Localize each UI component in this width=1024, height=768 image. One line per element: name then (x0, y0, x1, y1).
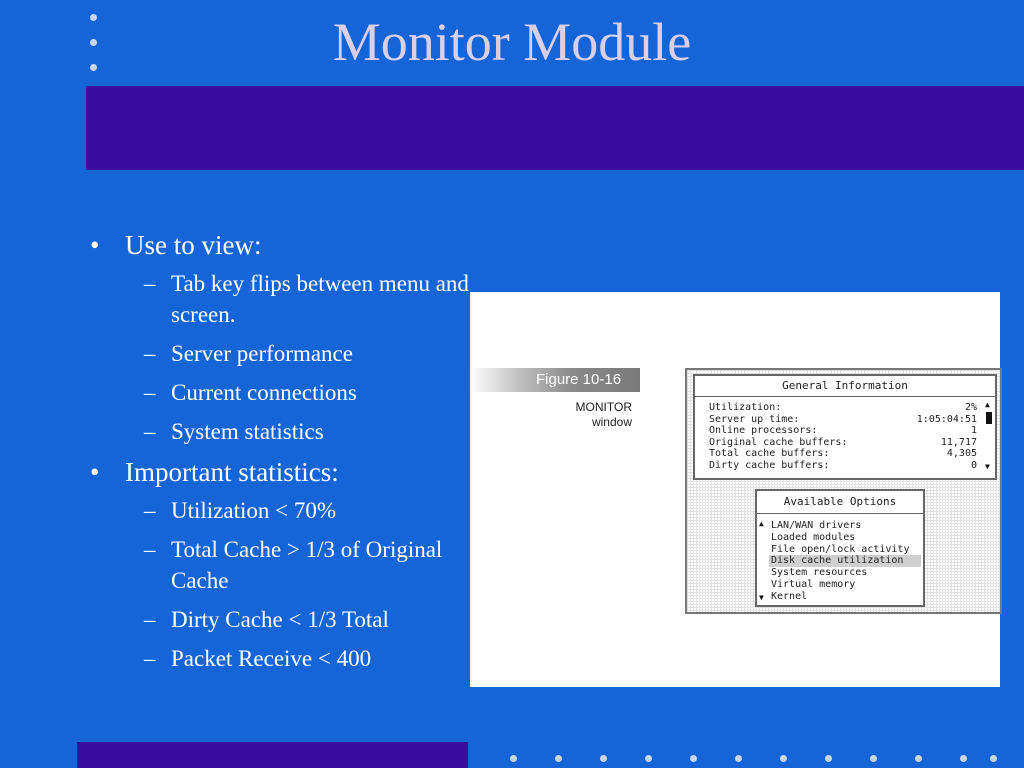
option-item: File open/lock activity (771, 543, 910, 555)
decor-dot (555, 755, 562, 762)
info-label: Dirty cache buffers: (709, 459, 830, 471)
info-row (709, 448, 977, 460)
sub-bullet-item (90, 416, 470, 447)
general-information-panel (693, 374, 997, 480)
sub-bullet-text: Total Cache > 1/3 of Original Cache (171, 537, 443, 593)
figure-label: Figure 10-16 (536, 371, 622, 388)
option-item: Virtual memory (771, 578, 856, 590)
bottom-bar (77, 742, 468, 768)
info-value: 1 (970, 425, 977, 436)
info-label: Online processors: (709, 425, 818, 436)
sub-bullet-item (90, 604, 470, 635)
sub-bullet-text: Dirty Cache < 1/3 Total (171, 607, 389, 632)
general-information-rows (709, 402, 977, 471)
info-value: 0 (970, 459, 977, 471)
dash-icon: – (144, 498, 156, 523)
info-label: Utilization: (709, 402, 782, 413)
sub-bullet-item (90, 338, 470, 369)
scroll-down-icon: ▼ (759, 593, 764, 602)
dash-icon: – (144, 646, 156, 671)
sub-bullet-item (90, 495, 470, 526)
bullet-list (90, 228, 470, 682)
bullet-item (90, 228, 470, 262)
dash-icon: – (144, 537, 156, 562)
bullet-icon: • (90, 457, 100, 487)
figure-caption-line: MONITOR (575, 400, 632, 414)
bullet-text: Use to view: (125, 230, 262, 260)
info-row (709, 402, 977, 414)
decor-dot (960, 755, 967, 762)
sub-bullet-item (90, 268, 470, 330)
sub-bullet-text: System statistics (171, 419, 324, 444)
figure-caption-line: window (591, 415, 632, 429)
info-row (709, 425, 977, 437)
available-options-panel (755, 489, 925, 607)
scroll-up-icon: ▲ (759, 519, 764, 528)
decor-dot (600, 755, 607, 762)
sub-bullet-item (90, 534, 470, 596)
options-list (769, 520, 921, 603)
info-row (709, 460, 977, 472)
title-bar (86, 86, 1024, 170)
scroll-down-icon: ▼ (985, 462, 990, 471)
bullet-item (90, 455, 470, 489)
dash-icon: – (144, 380, 156, 405)
dash-icon: – (144, 341, 156, 366)
bullet-text: Important statistics: (125, 457, 339, 487)
figure-caption (550, 400, 632, 430)
decor-dot (870, 755, 877, 762)
figure-image (470, 292, 1000, 687)
info-scrollbar (985, 400, 993, 472)
info-label: Original cache buffers: (709, 436, 848, 448)
info-value: 1:05:04:51 (916, 413, 977, 425)
info-value: 2% (964, 402, 977, 413)
decor-dot (915, 755, 922, 762)
option-item-selected: Disk cache utilization (769, 555, 921, 567)
bullet-icon: • (90, 230, 100, 260)
sub-bullet-text: Packet Receive < 400 (171, 646, 372, 671)
info-label: Server up time: (709, 413, 800, 425)
decor-dot (510, 755, 517, 762)
figure-label-bar (470, 368, 640, 392)
info-row (709, 414, 977, 426)
option-item: LAN/WAN drivers (771, 520, 862, 531)
sub-bullet-item (90, 377, 470, 408)
decor-dot (735, 755, 742, 762)
decor-dot (780, 755, 787, 762)
info-value: 4,305 (946, 448, 977, 459)
sub-bullet-text: Server performance (171, 341, 353, 366)
sub-bullet-item (90, 643, 470, 674)
info-value: 11,717 (940, 436, 977, 448)
option-item: Loaded modules (771, 531, 856, 543)
general-information-title: General Information (695, 376, 995, 397)
slide-title: Monitor Module (332, 12, 692, 72)
decor-dot (690, 755, 697, 762)
scroll-thumb (986, 412, 992, 424)
sub-bullet-text: Utilization < 70% (171, 498, 336, 523)
dash-icon: – (144, 419, 156, 444)
decor-dot (645, 755, 652, 762)
option-item: System resources (771, 567, 868, 579)
dash-icon: – (144, 607, 156, 632)
available-options-title: Available Options (757, 491, 923, 514)
decor-dot (825, 755, 832, 762)
dash-icon: – (144, 271, 156, 296)
sub-bullet-text: Current connections (171, 380, 357, 405)
info-label: Total cache buffers: (709, 448, 830, 459)
options-scrollbar (759, 519, 767, 603)
decor-dot (990, 755, 997, 762)
option-item: Kernel (771, 590, 808, 602)
scroll-up-icon: ▲ (985, 400, 990, 409)
info-row (709, 437, 977, 449)
monitor-window (685, 368, 1002, 614)
sub-bullet-text: Tab key flips between menu and screen. (171, 271, 469, 327)
